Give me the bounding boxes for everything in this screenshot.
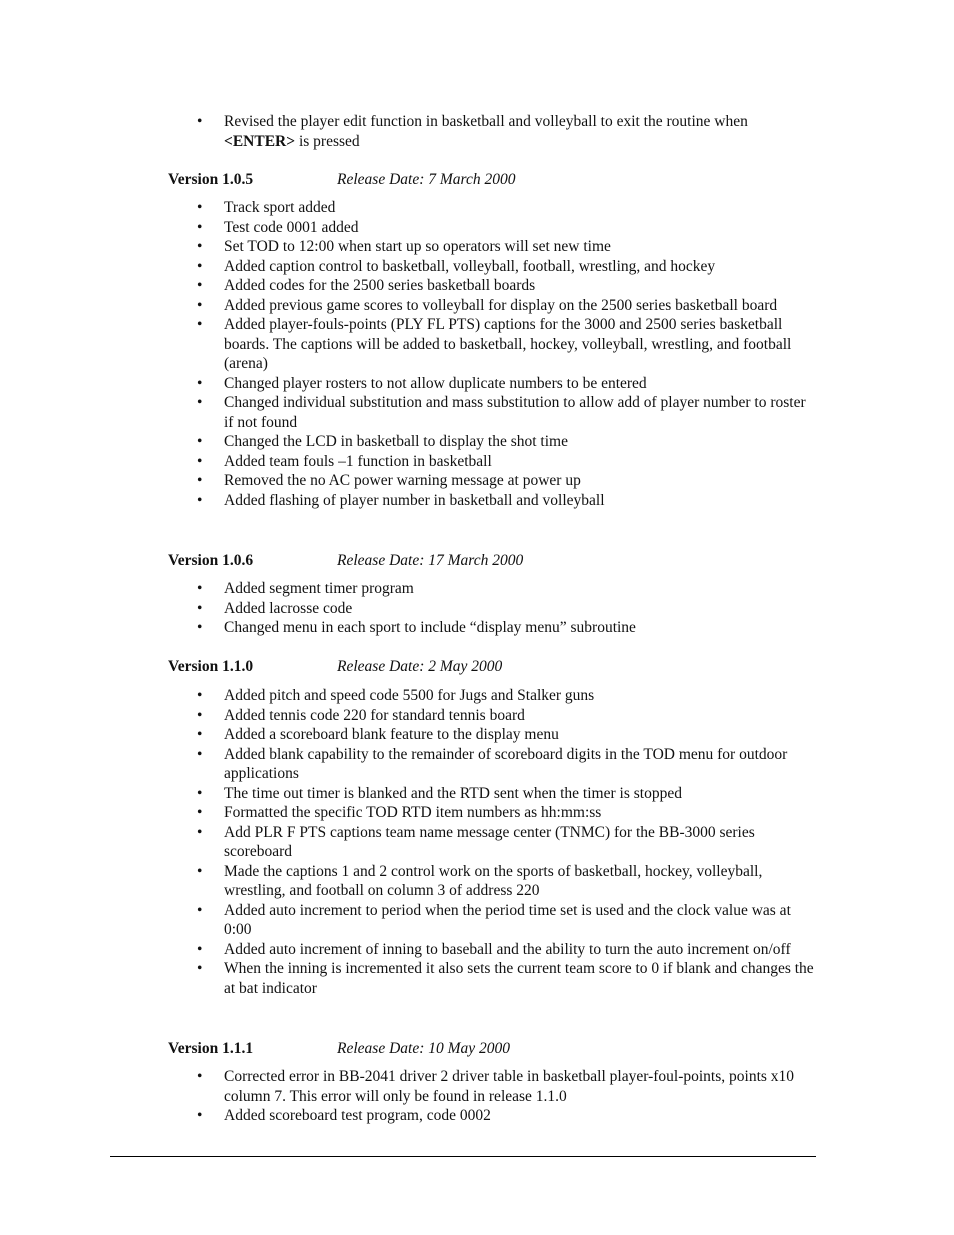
- list-item: [197, 706, 817, 726]
- list-item: [197, 432, 817, 452]
- item-text: Added segment timer program: [224, 580, 414, 597]
- item-text: Removed the no AC power warning message at power up: [224, 472, 581, 489]
- version-heading: [168, 1039, 510, 1059]
- item-text: Changed the LCD in basketball to display the shot time: [224, 433, 568, 450]
- item-text: Add PLR F PTS captions team name message center (TNMC) for the BB-3000 series scoreboard: [224, 823, 755, 860]
- bullet-icon: •: [197, 823, 203, 841]
- list-item: [197, 579, 817, 599]
- bullet-icon: •: [197, 472, 203, 489]
- footer-divider: [110, 1156, 816, 1157]
- bullet-icon: •: [197, 452, 203, 470]
- item-text: Added codes for the 2500 series basketball boards: [224, 277, 536, 294]
- bullet-icon: •: [197, 726, 203, 743]
- release-date: Release Date: 7 March 2000: [337, 171, 516, 188]
- item-text: Changed player rosters to not allow duplicate numbers to be entered: [224, 374, 647, 392]
- enter-key-text: <ENTER>: [224, 132, 296, 150]
- bullet-icon: •: [197, 199, 203, 216]
- bullet-icon: •: [197, 433, 203, 450]
- version-number: Version 1.0.6: [168, 552, 254, 569]
- bullet-icon: •: [197, 706, 203, 724]
- bullet-icon: •: [197, 599, 203, 617]
- list-item: [197, 218, 817, 238]
- item-text: Formatted the specific TOD RTD item numbers as hh:mm:ss: [224, 804, 602, 821]
- list-item: [197, 940, 817, 960]
- list-item: [197, 315, 817, 374]
- bullet-icon: •: [197, 277, 203, 294]
- change-list: [197, 1067, 817, 1126]
- intro-list: [197, 112, 817, 151]
- version-number: Version 1.1.0: [168, 658, 254, 675]
- list-item: [197, 112, 817, 151]
- list-item: [197, 599, 817, 619]
- item-text: Added auto increment to period when the period time set is used and the clock value was at 0:00: [224, 901, 791, 938]
- list-item: [197, 296, 817, 316]
- bullet-icon: •: [197, 687, 203, 704]
- item-text: Changed individual substitution and mass substitution to allow add of player number to roster if not found: [224, 394, 806, 431]
- item-text: Set TOD to 12:00 when start up so operators will set new time: [224, 238, 611, 255]
- item-text: Corrected error in BB-2041 driver 2 driver table in basketball player-foul-points, points x10 column 7. This error will only be found in release 1.1.0: [224, 1068, 795, 1105]
- bullet-icon: •: [197, 238, 203, 255]
- list-item: [197, 393, 817, 432]
- bullet-icon: •: [197, 1107, 203, 1124]
- list-item: [197, 471, 817, 491]
- list-item: [197, 901, 817, 940]
- item-text: Made the captions 1 and 2 control work on the sports of basketball, hockey, volleyball, wrestling, and football on column 3 of address 220: [224, 862, 763, 899]
- item-text: Added player-fouls-points (PLY FL PTS) captions for the 3000 and 2500 series basketball boards. The captions will be added to basketball, hockey, volleyball, wrestling, and football (arena): [224, 316, 792, 372]
- bullet-icon: •: [197, 960, 203, 977]
- list-item: [197, 1106, 817, 1126]
- item-text: Added caption control to basketball, volleyball, football, wrestling, and hockey: [224, 257, 716, 275]
- version-heading: [168, 551, 523, 571]
- item-text: Added previous game scores to volleyball for display on the 2500 series basketball board: [224, 296, 778, 314]
- list-item: [197, 823, 817, 862]
- bullet-icon: •: [197, 257, 203, 275]
- item-text: Added team fouls –1 function in basketball: [224, 452, 492, 470]
- list-item: [197, 374, 817, 394]
- list-item: [197, 618, 817, 638]
- bullet-icon: •: [197, 862, 203, 880]
- list-item: [197, 959, 817, 998]
- list-item: [197, 803, 817, 823]
- bullet-icon: •: [197, 901, 203, 919]
- bullet-icon: •: [197, 374, 203, 392]
- list-item: [197, 452, 817, 472]
- release-date: Release Date: 2 May 2000: [337, 658, 503, 675]
- list-item: [197, 257, 817, 277]
- list-item: [197, 784, 817, 804]
- bullet-icon: •: [197, 491, 203, 509]
- bullet-icon: •: [197, 784, 203, 802]
- item-text: Added tennis code 220 for standard tennis board: [224, 706, 525, 724]
- change-list: [197, 579, 817, 638]
- item-text: Added lacrosse code: [224, 599, 353, 617]
- change-list: [197, 686, 817, 998]
- bullet-icon: •: [197, 316, 203, 333]
- item-text: The time out timer is blanked and the RTD sent when the timer is stopped: [224, 784, 682, 802]
- item-text: Added a scoreboard blank feature to the display menu: [224, 726, 559, 743]
- bullet-icon: •: [197, 745, 203, 763]
- list-item: [197, 862, 817, 901]
- item-text: Added scoreboard test program, code 0002: [224, 1107, 491, 1124]
- list-item: [197, 1067, 817, 1106]
- release-date: Release Date: 10 May 2000: [337, 1040, 511, 1057]
- item-text: Changed menu in each sport to include “display menu” subroutine: [224, 619, 636, 636]
- item-text: Added auto increment of inning to baseball and the ability to turn the auto increment on/off: [224, 940, 791, 958]
- item-text: When the inning is incremented it also sets the current team score to 0 if blank and changes the at bat indicator: [224, 960, 814, 997]
- release-date: Release Date: 17 March 2000: [337, 552, 524, 569]
- list-item: [197, 198, 817, 218]
- change-list: [197, 198, 817, 510]
- version-heading: [168, 657, 502, 677]
- item-text: Track sport added: [224, 199, 336, 216]
- version-heading: [168, 170, 516, 190]
- list-item: [197, 745, 817, 784]
- bullet-icon: •: [197, 1068, 203, 1085]
- item-text: Added pitch and speed code 5500 for Jugs and Stalker guns: [224, 687, 595, 704]
- list-item: [197, 725, 817, 745]
- bullet-icon: •: [197, 113, 203, 130]
- version-number: Version 1.0.5: [168, 171, 254, 188]
- bullet-icon: •: [197, 619, 203, 636]
- list-item: [197, 491, 817, 511]
- item-text: Added blank capability to the remainder of scoreboard digits in the TOD menu for outdoor applications: [224, 745, 788, 782]
- bullet-icon: •: [197, 296, 203, 314]
- bullet-icon: •: [197, 394, 203, 411]
- bullet-icon: •: [197, 804, 203, 821]
- bullet-icon: •: [197, 940, 203, 958]
- version-number: Version 1.1.1: [168, 1040, 254, 1057]
- item-text: Test code 0001 added: [224, 218, 359, 236]
- item-text: Revised the player edit function in basketball and volleyball to exit the routine when: [224, 113, 748, 130]
- item-text: is pressed: [295, 132, 360, 150]
- list-item: [197, 237, 817, 257]
- list-item: [197, 276, 817, 296]
- item-text: Added flashing of player number in basketball and volleyball: [224, 491, 605, 509]
- bullet-icon: •: [197, 580, 203, 597]
- bullet-icon: •: [197, 218, 203, 236]
- list-item: [197, 686, 817, 706]
